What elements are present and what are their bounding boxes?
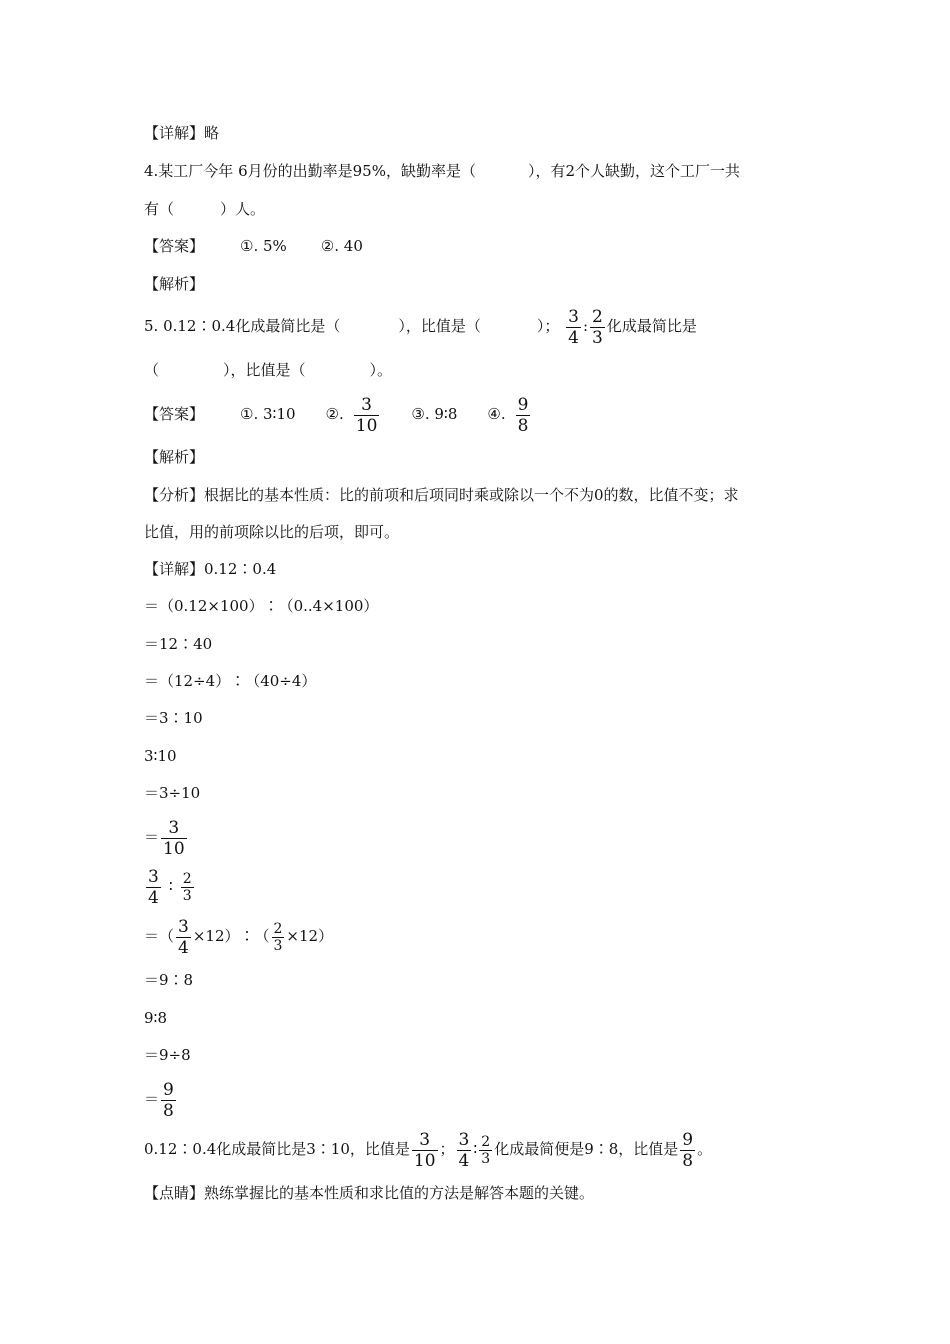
fraction-3-4: $\frac{3}{4}$ xyxy=(458,1129,470,1171)
detail-step-13: ＝9÷8 xyxy=(144,1046,191,1064)
d10-text-a: ＝（ xyxy=(144,927,175,945)
answer-5-item-1: ①. 3∶10 xyxy=(240,405,296,423)
q4-text-b: ），有2个人缺勤，这个工厂一共 xyxy=(527,162,741,180)
q5-text-e: （ xyxy=(144,361,160,379)
fraction-2-3: $\frac{2}{3}$ xyxy=(182,870,192,904)
q5-text-a: 5. 0.12∶0.4化成最简比是（ xyxy=(144,317,341,335)
answer-4-item-1: ①. 5% xyxy=(240,237,287,255)
analysis-4-label: 【解析】 xyxy=(144,275,205,293)
q5-text-g: ）。 xyxy=(369,361,393,379)
analysis-5-label: 【解析】 xyxy=(144,448,205,466)
answer-fraction-3-10: $\frac{3}{10}$ xyxy=(355,394,378,436)
fraction-3-10: $\frac{3}{10}$ xyxy=(413,1129,436,1171)
d10-text-b: ×12）∶（ xyxy=(192,927,270,945)
fraction-3-4: $\frac{3}{4}$ xyxy=(178,916,189,958)
question-5-line-1 xyxy=(144,305,697,348)
detail-step-6: 3∶10 xyxy=(144,747,177,765)
analysis-text-2: 比值，用的前项除以比的后项，即可。 xyxy=(144,523,400,541)
detail-step-14 xyxy=(144,1076,178,1122)
answer-4-item-2: ②. 40 xyxy=(320,237,363,255)
q5-text-b: ），比值是（ xyxy=(398,317,481,335)
detail-step-2: ＝（0.12×100）∶（0..4×100） xyxy=(144,597,379,615)
question-5-line-2 xyxy=(144,360,392,380)
fraction-9-8: $\frac{9}{8}$ xyxy=(163,1079,174,1121)
detail-step-12: 9∶8 xyxy=(144,1009,167,1027)
answer-4-line xyxy=(144,236,363,256)
detail-step-11: ＝9∶8 xyxy=(144,971,194,989)
detail-step-4: ＝（12÷4）∶（40÷4） xyxy=(144,672,317,690)
equals-sign: ＝ xyxy=(144,828,160,846)
q5-text-c: ）； xyxy=(536,317,560,335)
question-4-line-2 xyxy=(144,199,265,219)
fraction-3-4: $\frac{3}{4}$ xyxy=(568,306,579,348)
equals-sign: ＝ xyxy=(144,1090,160,1108)
ratio-colon: ∶ xyxy=(168,877,173,895)
answer-5-item-3: ③. 9∶8 xyxy=(411,405,458,423)
key-point-line: 【点睛】熟练掌握比的基本性质和求比值的方法是解答本题的关键。 xyxy=(144,1184,595,1202)
answer-5-line xyxy=(144,392,532,436)
summary-text-1: 0.12∶0.4化成最简比是3∶10，比值是 xyxy=(144,1140,410,1158)
q5-text-d: 化成最简比是 xyxy=(606,317,697,335)
detail-step-10 xyxy=(144,914,333,958)
detail-step-3: ＝12∶40 xyxy=(144,635,213,653)
fraction-2-3: $\frac{2}{3}$ xyxy=(592,306,603,348)
answer-5-label: 【答案】 xyxy=(144,405,205,423)
ratio-colon: ∶ xyxy=(473,1140,478,1158)
d10-text-c: ×12） xyxy=(286,927,334,945)
detail-line: 【详解】略 xyxy=(144,124,220,142)
detail-step-1: 【详解】0.12∶0.4 xyxy=(144,560,277,578)
summary-text-4: 化成最简便是9∶8，比值是 xyxy=(494,1140,679,1158)
detail-step-9 xyxy=(144,864,196,908)
q4-text-d: ）人。 xyxy=(220,200,266,218)
fraction-9-8: $\frac{9}{8}$ xyxy=(682,1129,694,1171)
fraction-3-10: $\frac{3}{10}$ xyxy=(163,817,185,859)
detail-step-5: ＝3∶10 xyxy=(144,709,203,727)
question-4-line-1 xyxy=(144,161,740,181)
answer-4-label: 【答案】 xyxy=(144,237,205,255)
summary-line xyxy=(144,1126,712,1172)
detail-step-8 xyxy=(144,814,189,860)
q4-text-c: 有（ xyxy=(144,200,175,218)
answer-fraction-9-8: $\frac{9}{8}$ xyxy=(517,394,529,436)
summary-text-5: 。 xyxy=(697,1140,713,1158)
answer-5-item-2: ②. xyxy=(325,405,344,423)
fraction-2-3: $\frac{2}{3}$ xyxy=(481,1133,491,1167)
detail-step-7: ＝3÷10 xyxy=(144,784,201,802)
fraction-2-3: $\frac{2}{3}$ xyxy=(273,920,283,954)
q4-text-a: 4.某工厂今年 6月份的出勤率是95%，缺勤率是（ xyxy=(144,162,476,180)
analysis-text-1: 【分析】根据比的基本性质：比的前项和后项同时乘或除以一个不为0的数，比值不变；求 xyxy=(144,486,739,504)
answer-5-item-4: ④. xyxy=(487,405,506,423)
summary-text-2: ； xyxy=(439,1140,455,1158)
q5-text-f: ），比值是（ xyxy=(223,361,306,379)
ratio-colon: : xyxy=(582,317,589,335)
fraction-3-4: $\frac{3}{4}$ xyxy=(148,866,159,908)
